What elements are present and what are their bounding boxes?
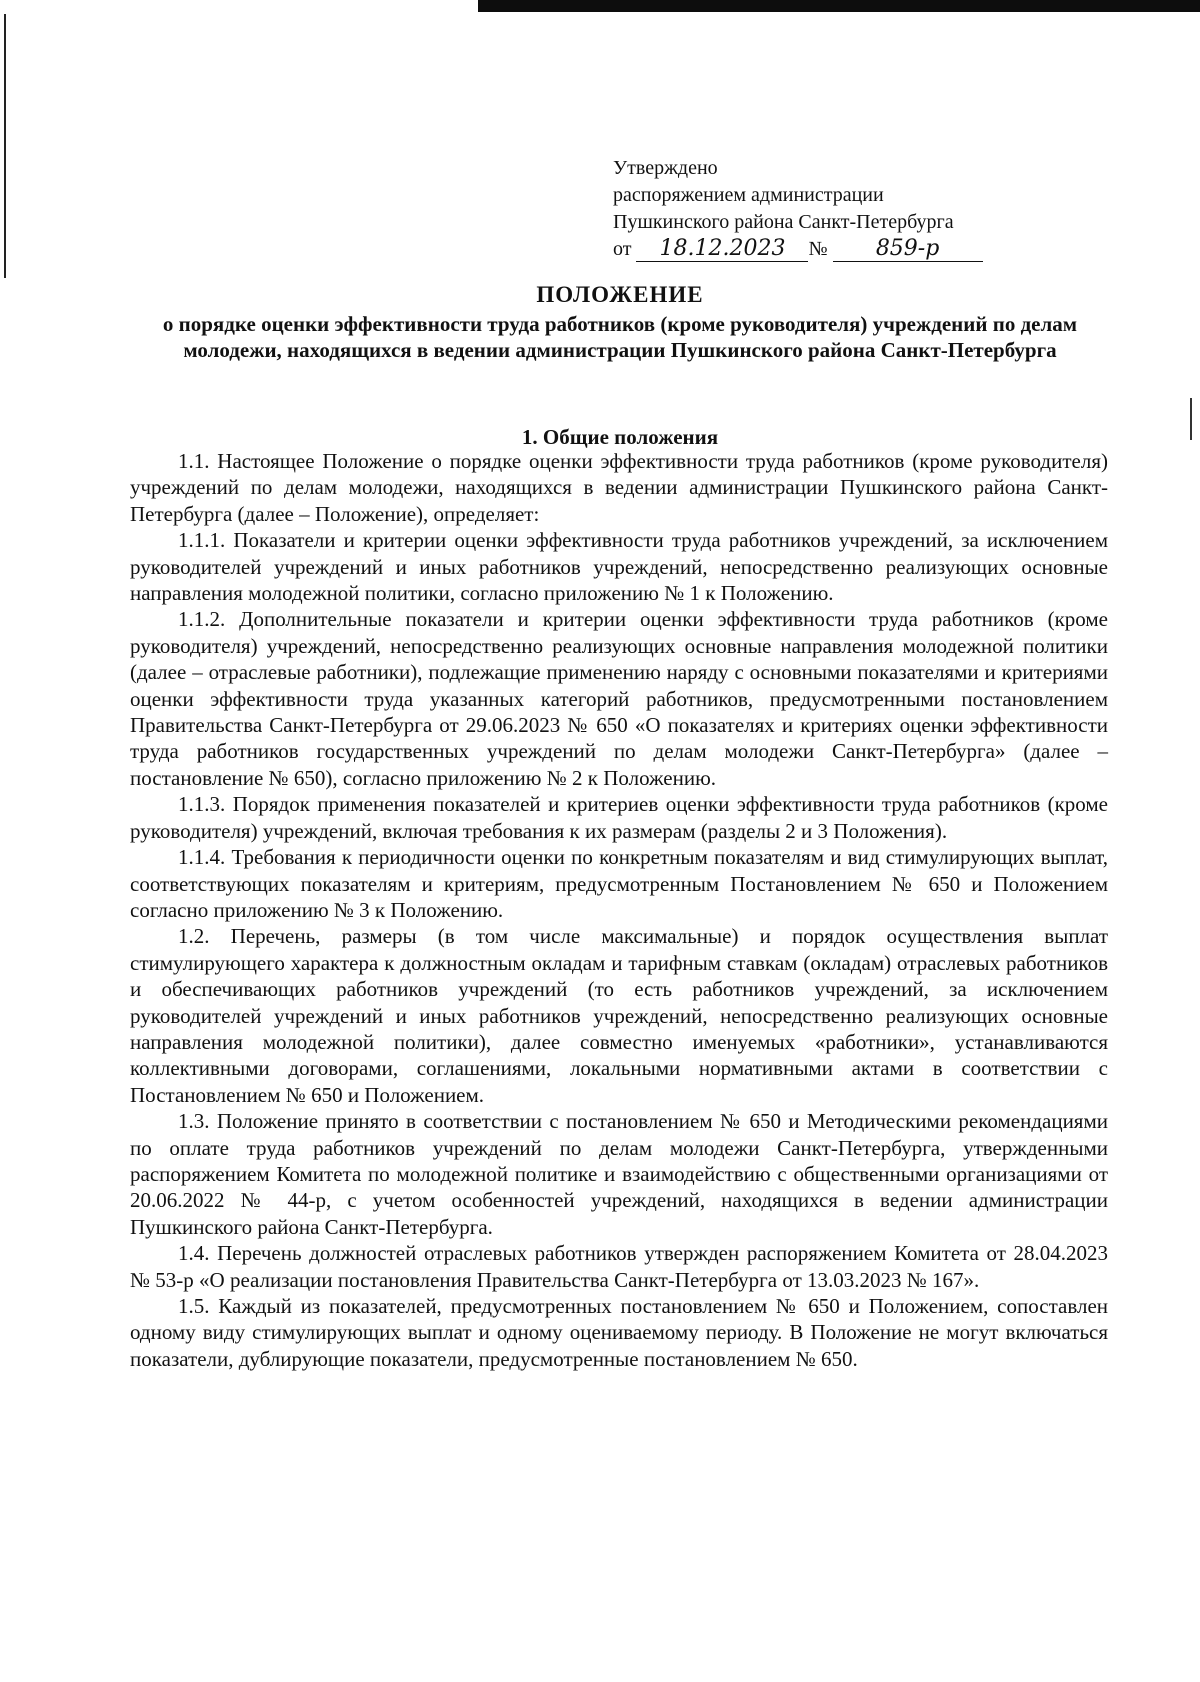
paragraph: 1.3. Положение принято в соответствии с постановлением № 650 и Методическими рекомендациями по оплате труда работников учреждений по делам молодежи Санкт-Петербурга, утвержденными распоряжением Комитета по молодежной политике и взаимодействию с общественными организациями от 20.06.2022 № 44-р, с учетом особенностей учреждений, находящихся в ведении администрации Пушкинского района Санкт-Петербурга. bbox=[130, 1109, 1108, 1239]
paragraph: 1.1.2. Дополнительные показатели и критерии оценки эффективности труда работников (кроме руководителя) учреждений, непосредственно реализующих основные направления молодежной политики (далее – отраслевые работники), подлежащие применению наряду с основными показателями и критериями оценки эффективности труда указанных категорий работников, предусмотренными постановлением Правительства Санкт-Петербурга от 29.06.2023 № 650 «О показателях и критериях оценки эффективности труда работников государственных учреждений по делам молодежи Санкт-Петербурга» (далее – постановление № 650), согласно приложению № 2 к Положению. bbox=[130, 607, 1108, 790]
scan-border-top bbox=[478, 0, 1200, 12]
approval-date: 18.12.2023 bbox=[636, 237, 808, 262]
paragraph: 1.1.1. Показатели и критерии оценки эффективности труда работников учреждений, за исключением руководителей учреждений и иных работников учреждений, непосредственно реализующих основные направления молодежной политики, согласно приложению № 1 к Положению. bbox=[130, 528, 1108, 606]
scan-mark-right bbox=[1190, 398, 1192, 440]
document-title: ПОЛОЖЕНИЕ bbox=[536, 282, 704, 307]
scan-border-left bbox=[4, 14, 6, 278]
paragraph: 1.2. Перечень, размеры (в том числе максимальные) и порядок осуществления выплат стимулирующего характера к должностным окладам и тарифным ставкам (окладам) отраслевых работников и обеспечивающих работников учреждений (то есть работников учреждений, за исключением руководителей учреждений и иных работников учреждений, непосредственно реализующих основные направления молодежной политики), далее совместно именуемых «работники», устанавливаются коллективными договорами, соглашениями, локальными нормативными актами в соответствии с Постановлением № 650 и Положением. bbox=[130, 924, 1108, 1107]
paragraph: 1.1. Настоящее Положение о порядке оценки эффективности труда работников (кроме руководителя) учреждений по делам молодежи, находящихся в ведении администрации Пушкинского района Санкт-Петербурга (далее – Положение), определяет: bbox=[130, 449, 1108, 526]
paragraph: 1.5. Каждый из показателей, предусмотренных постановлением № 650 и Положением, сопоставлен одному виду стимулирующих выплат и одному оцениваемому периоду. В Положение не могут включаться показатели, дублирующие показатели, предусмотренные постановлением № 650. bbox=[130, 1294, 1108, 1371]
approval-date-number bbox=[613, 236, 1033, 263]
date-prefix: от bbox=[613, 238, 632, 260]
paragraph: 1.4. Перечень должностей отраслевых работников утвержден распоряжением Комитета от 28.04.2023 № 53-р «О реализации постановления Правительства Санкт-Петербурга от 13.03.2023 № 167». bbox=[130, 1241, 1108, 1292]
paragraph: 1.1.3. Порядок применения показателей и критериев оценки эффективности труда работников (кроме руководителя) учреждений, включая требования к их размерам (разделы 2 и 3 Положения). bbox=[130, 792, 1108, 843]
approval-number: 859-р bbox=[833, 237, 983, 262]
approval-line-2: распоряжением администрации bbox=[613, 184, 884, 206]
number-prefix: № bbox=[808, 238, 828, 260]
approval-stamp bbox=[613, 155, 1033, 263]
section-heading: 1. Общие положения bbox=[521, 425, 719, 449]
section-body bbox=[130, 448, 1108, 1372]
approval-line-3: Пушкинского района Санкт-Петербурга bbox=[613, 211, 954, 233]
document-title-block bbox=[120, 280, 1120, 363]
approval-line-1: Утверждено bbox=[613, 157, 718, 179]
paragraph: 1.1.4. Требования к периодичности оценки по конкретным показателям и вид стимулирующих выплат, соответствующих показателям и критериям, предусмотренным Постановлением № 650 и Положением согласно приложению № 3 к Положению. bbox=[130, 845, 1108, 922]
document-subtitle: о порядке оценки эффективности труда работников (кроме руководителя) учреждений по делам молодежи, находящихся в ведении администрации Пушкинского района Санкт-Петербурга bbox=[162, 312, 1078, 362]
